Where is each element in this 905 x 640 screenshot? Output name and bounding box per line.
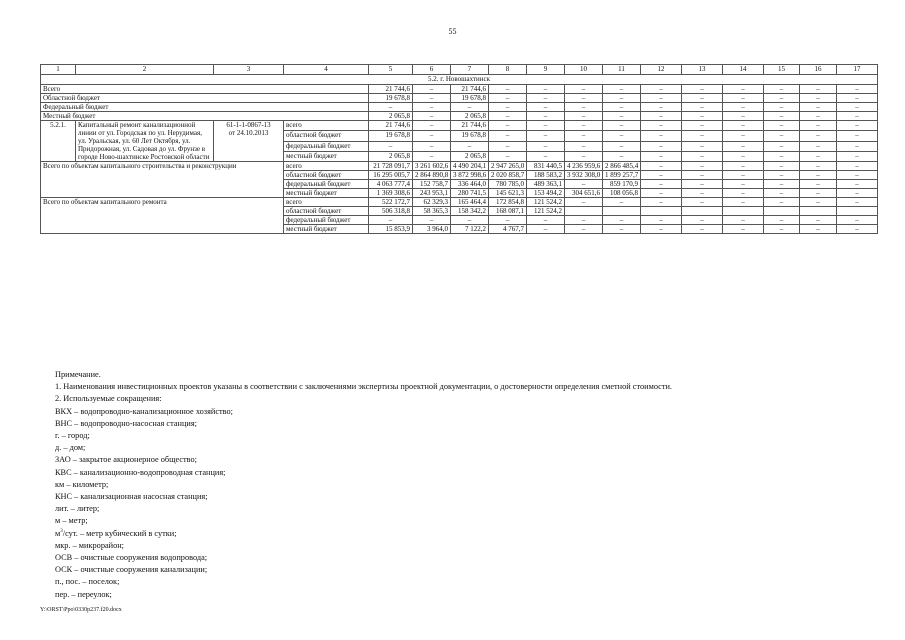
value-cell: – xyxy=(489,112,527,121)
value-cell: – xyxy=(682,141,723,151)
value-cell: 21 744,6 xyxy=(369,121,413,131)
abbreviation-item: ВНС – водопроводно-насосная станция; xyxy=(55,418,197,428)
construction-total-row xyxy=(41,162,878,171)
value-cell: – xyxy=(603,225,641,234)
value-cell: 58 365,3 xyxy=(413,207,451,216)
column-header: 4 xyxy=(284,65,369,75)
value-cell: – xyxy=(641,112,682,121)
value-cell: – xyxy=(565,85,603,94)
abbreviation-m3: $м^3$/сут. – метр кубический в сутки; xyxy=(55,528,177,538)
value-cell: 780 785,0 xyxy=(489,180,527,189)
value-cell: – xyxy=(527,216,565,225)
value-cell: 168 087,1 xyxy=(489,207,527,216)
value-cell: – xyxy=(565,225,603,234)
value-cell xyxy=(565,207,603,216)
column-number-row xyxy=(41,65,878,75)
abbreviation-item: ОСВ – очистные сооружения водопровода; xyxy=(55,553,208,563)
value-cell: – xyxy=(800,121,837,131)
value-cell: 21 744,6 xyxy=(451,85,489,94)
value-cell: – xyxy=(682,121,723,131)
value-cell: – xyxy=(641,151,682,161)
budget-type: областной бюджет xyxy=(284,131,369,141)
repair-total-row xyxy=(41,198,878,207)
value-cell: – xyxy=(764,112,800,121)
abbreviation-item: КНС – канализационная насосная станция; xyxy=(55,492,208,502)
value-cell: – xyxy=(764,180,800,189)
value-cell: – xyxy=(527,131,565,141)
value-cell: – xyxy=(603,198,641,207)
value-cell: – xyxy=(641,225,682,234)
value-cell: – xyxy=(603,85,641,94)
column-header: 10 xyxy=(565,65,603,75)
value-cell: – xyxy=(641,85,682,94)
section-title-row xyxy=(41,75,878,85)
value-cell: – xyxy=(527,85,565,94)
value-cell: – xyxy=(764,131,800,141)
abbreviation-item: мкр. – микрорайон; xyxy=(55,540,124,550)
section-title: 5.2. г. Новошахтинск xyxy=(41,75,878,85)
summary-label: Областной бюджет xyxy=(41,94,369,103)
value-cell: – xyxy=(527,112,565,121)
value-cell: – xyxy=(837,151,878,161)
abbreviation-item: км – километр; xyxy=(55,479,109,489)
value-cell: – xyxy=(800,94,837,103)
abbreviation-item: ЗАО – закрытое акционерное общество; xyxy=(55,455,197,465)
value-cell: – xyxy=(413,141,451,151)
value-cell: – xyxy=(413,103,451,112)
value-cell: – xyxy=(489,85,527,94)
value-cell: 243 953,1 xyxy=(413,189,451,198)
abbreviation-item: д. – дом; xyxy=(55,443,86,453)
budget-table xyxy=(40,64,878,234)
value-cell: – xyxy=(489,121,527,131)
abbreviation-item: пер. – переулок; xyxy=(55,589,112,599)
value-cell: 145 621,3 xyxy=(489,189,527,198)
value-cell: 506 318,8 xyxy=(369,207,413,216)
value-cell: – xyxy=(682,85,723,94)
value-cell: – xyxy=(565,131,603,141)
value-cell: – xyxy=(413,94,451,103)
value-cell: – xyxy=(489,103,527,112)
value-cell: – xyxy=(603,94,641,103)
value-cell: 1 899 257,7 xyxy=(603,171,641,180)
column-header: 9 xyxy=(527,65,565,75)
value-cell: – xyxy=(800,131,837,141)
value-cell: 21 744,6 xyxy=(369,85,413,94)
value-cell: – xyxy=(723,216,764,225)
value-cell: – xyxy=(565,198,603,207)
value-cell: – xyxy=(800,141,837,151)
value-cell: 165 464,4 xyxy=(451,198,489,207)
value-cell: 19 678,8 xyxy=(369,94,413,103)
value-cell: – xyxy=(641,162,682,171)
value-cell: 831 440,5 xyxy=(527,162,565,171)
value-cell: 2 065,8 xyxy=(369,151,413,161)
value-cell: 21 744,6 xyxy=(451,121,489,131)
summary-label: Федеральный бюджет xyxy=(41,103,369,112)
value-cell: 19 678,8 xyxy=(451,94,489,103)
value-cell: – xyxy=(413,85,451,94)
value-cell: – xyxy=(682,162,723,171)
value-cell: – xyxy=(489,141,527,151)
value-cell: – xyxy=(451,216,489,225)
value-cell xyxy=(641,207,682,216)
value-cell xyxy=(764,207,800,216)
value-cell: – xyxy=(800,216,837,225)
budget-type: местный бюджет xyxy=(284,151,369,161)
value-cell: – xyxy=(603,151,641,161)
value-cell: – xyxy=(723,112,764,121)
value-cell: 19 678,8 xyxy=(451,131,489,141)
value-cell: – xyxy=(764,151,800,161)
value-cell: 21 728 091,7 xyxy=(369,162,413,171)
value-cell: – xyxy=(565,103,603,112)
value-cell: 108 056,8 xyxy=(603,189,641,198)
value-cell: – xyxy=(723,121,764,131)
notes-section xyxy=(55,369,672,601)
value-cell: – xyxy=(489,151,527,161)
column-header: 15 xyxy=(764,65,800,75)
value-cell: – xyxy=(800,85,837,94)
value-cell: – xyxy=(837,103,878,112)
column-header: 7 xyxy=(451,65,489,75)
value-cell: – xyxy=(837,112,878,121)
abbreviation-item: ВКХ – водопроводно-канализационное хозяйство; xyxy=(55,406,233,416)
value-cell: 152 758,7 xyxy=(413,180,451,189)
value-cell: – xyxy=(837,171,878,180)
value-cell: – xyxy=(565,94,603,103)
abbreviation-item: п., пос. – поселок; xyxy=(55,577,120,587)
value-cell: – xyxy=(413,121,451,131)
budget-type: федеральный бюджет xyxy=(284,141,369,151)
value-cell: – xyxy=(527,151,565,161)
value-cell: – xyxy=(800,198,837,207)
budget-type: всего xyxy=(284,162,369,171)
value-cell: – xyxy=(641,103,682,112)
value-cell: – xyxy=(565,121,603,131)
value-cell: – xyxy=(527,103,565,112)
value-cell: 15 853,9 xyxy=(369,225,413,234)
value-cell: 2 065,8 xyxy=(369,112,413,121)
value-cell: – xyxy=(723,189,764,198)
budget-type: областной бюджет xyxy=(284,171,369,180)
value-cell: – xyxy=(641,171,682,180)
notes-title: Примечание. xyxy=(55,370,101,379)
value-cell: 2 866 485,4 xyxy=(603,162,641,171)
value-cell: – xyxy=(764,216,800,225)
value-cell: – xyxy=(641,189,682,198)
value-cell: – xyxy=(723,162,764,171)
value-cell: – xyxy=(764,141,800,151)
value-cell: – xyxy=(603,103,641,112)
abbreviation-item: м – метр; xyxy=(55,516,88,526)
value-cell: – xyxy=(800,171,837,180)
column-header: 2 xyxy=(76,65,214,75)
value-cell: 489 363,1 xyxy=(527,180,565,189)
column-header: 12 xyxy=(641,65,682,75)
notes-line-1: 1. Наименования инвестиционных проектов указаны в соответствии с заключениями экспертизы проектной документации, о достоверности определения сметной стоимости. xyxy=(55,382,673,392)
column-header: 5 xyxy=(369,65,413,75)
value-cell: 3 872 998,6 xyxy=(451,171,489,180)
value-cell: 4 236 959,6 xyxy=(565,162,603,171)
value-cell: – xyxy=(800,103,837,112)
value-cell: – xyxy=(764,198,800,207)
value-cell: – xyxy=(451,103,489,112)
value-cell: – xyxy=(837,94,878,103)
abbreviation-item: лит. – литер; xyxy=(55,504,100,514)
value-cell: – xyxy=(764,121,800,131)
project-name: Капитальный ремонт канализационной линии от ул. Городская по ул. Нерудимая, ул. Уральская, ул. 60 Лет Октября, ул. Придорожная, ул. Садовая до ул. Фрунзе в городе Ново-шахтинске Ростовской области xyxy=(76,121,214,162)
value-cell: – xyxy=(565,112,603,121)
value-cell: 2 864 890,8 xyxy=(413,171,451,180)
value-cell: 336 464,0 xyxy=(451,180,489,189)
value-cell: 280 741,5 xyxy=(451,189,489,198)
value-cell: – xyxy=(682,180,723,189)
value-cell: 158 342,2 xyxy=(451,207,489,216)
value-cell: – xyxy=(641,94,682,103)
budget-type: местный бюджет xyxy=(284,189,369,198)
value-cell: – xyxy=(565,216,603,225)
value-cell: 859 170,9 xyxy=(603,180,641,189)
summary-label: Всего xyxy=(41,85,369,94)
value-cell xyxy=(837,207,878,216)
value-cell: – xyxy=(764,171,800,180)
value-cell: – xyxy=(682,198,723,207)
abbreviation-item: КВС – канализационно-водопроводная станция; xyxy=(55,467,226,477)
value-cell: – xyxy=(489,131,527,141)
value-cell: – xyxy=(800,189,837,198)
value-cell: – xyxy=(565,151,603,161)
value-cell: 2 065,8 xyxy=(451,112,489,121)
column-header: 11 xyxy=(603,65,641,75)
summary-row xyxy=(41,112,878,121)
value-cell: – xyxy=(369,103,413,112)
value-cell: 172 854,8 xyxy=(489,198,527,207)
value-cell: – xyxy=(641,141,682,151)
column-header: 1 xyxy=(41,65,76,75)
value-cell: – xyxy=(641,121,682,131)
project-row xyxy=(41,121,878,131)
value-cell: – xyxy=(413,151,451,161)
value-cell: – xyxy=(603,216,641,225)
value-cell: – xyxy=(682,103,723,112)
budget-type: всего xyxy=(284,121,369,131)
value-cell: – xyxy=(682,225,723,234)
value-cell: – xyxy=(837,121,878,131)
value-cell: – xyxy=(451,141,489,151)
value-cell: – xyxy=(723,141,764,151)
value-cell: – xyxy=(800,112,837,121)
budget-type: федеральный бюджет xyxy=(284,216,369,225)
value-cell: – xyxy=(764,85,800,94)
value-cell: – xyxy=(723,171,764,180)
value-cell: – xyxy=(837,180,878,189)
value-cell: – xyxy=(682,216,723,225)
abbreviation-item: г. – город; xyxy=(55,431,90,441)
summary-row xyxy=(41,94,878,103)
value-cell: – xyxy=(723,198,764,207)
value-cell: – xyxy=(723,85,764,94)
value-cell: 7 122,2 xyxy=(451,225,489,234)
value-cell: – xyxy=(723,225,764,234)
value-cell: 2 947 265,0 xyxy=(489,162,527,171)
value-cell: – xyxy=(369,141,413,151)
value-cell: – xyxy=(723,180,764,189)
value-cell xyxy=(603,207,641,216)
summary-row xyxy=(41,103,878,112)
value-cell: – xyxy=(565,180,603,189)
page-number: 55 xyxy=(448,27,457,36)
budget-type: местный бюджет xyxy=(284,225,369,234)
value-cell: – xyxy=(603,141,641,151)
value-cell: – xyxy=(723,94,764,103)
value-cell: – xyxy=(565,141,603,151)
value-cell: – xyxy=(682,171,723,180)
value-cell: – xyxy=(837,162,878,171)
value-cell xyxy=(682,207,723,216)
value-cell: – xyxy=(603,131,641,141)
budget-type: всего xyxy=(284,198,369,207)
value-cell: 3 964,0 xyxy=(413,225,451,234)
value-cell: – xyxy=(764,103,800,112)
value-cell: – xyxy=(527,141,565,151)
column-header: 17 xyxy=(837,65,878,75)
value-cell: – xyxy=(641,198,682,207)
value-cell: – xyxy=(837,189,878,198)
value-cell: – xyxy=(764,94,800,103)
column-header: 6 xyxy=(413,65,451,75)
value-cell: – xyxy=(837,85,878,94)
column-header: 13 xyxy=(682,65,723,75)
value-cell: – xyxy=(800,225,837,234)
summary-row xyxy=(41,85,878,94)
file-path-footer: Y:\ORST\Ppo\0330p237.f20.docx xyxy=(40,607,122,613)
value-cell: 153 494,2 xyxy=(527,189,565,198)
value-cell: 62 329,3 xyxy=(413,198,451,207)
value-cell xyxy=(800,207,837,216)
value-cell: 522 172,7 xyxy=(369,198,413,207)
value-cell: – xyxy=(369,216,413,225)
value-cell: – xyxy=(527,121,565,131)
value-cell: – xyxy=(641,180,682,189)
value-cell: – xyxy=(641,216,682,225)
value-cell: – xyxy=(764,189,800,198)
value-cell: – xyxy=(764,162,800,171)
value-cell: – xyxy=(603,112,641,121)
value-cell: 304 651,6 xyxy=(565,189,603,198)
value-cell: – xyxy=(723,131,764,141)
value-cell: – xyxy=(800,162,837,171)
value-cell: 2 065,8 xyxy=(451,151,489,161)
value-cell: – xyxy=(489,94,527,103)
value-cell: – xyxy=(800,180,837,189)
value-cell: – xyxy=(641,131,682,141)
value-cell: 188 583,2 xyxy=(527,171,565,180)
budget-type: федеральный бюджет xyxy=(284,180,369,189)
value-cell: 1 369 308,6 xyxy=(369,189,413,198)
column-header: 14 xyxy=(723,65,764,75)
value-cell: – xyxy=(682,131,723,141)
column-header: 16 xyxy=(800,65,837,75)
value-cell: – xyxy=(682,151,723,161)
value-cell: – xyxy=(800,151,837,161)
value-cell: 121 524,2 xyxy=(527,207,565,216)
expertise-code: 61-1-1-0867-13 xyxy=(226,121,271,129)
notes-line-2: 2. Используемые сокращения: xyxy=(55,394,162,404)
budget-type: областной бюджет xyxy=(284,207,369,216)
expertise-date: от 24.10.2013 xyxy=(228,129,269,137)
value-cell: 4 063 777,4 xyxy=(369,180,413,189)
value-cell: 121 524,2 xyxy=(527,198,565,207)
value-cell: – xyxy=(603,121,641,131)
value-cell: – xyxy=(527,225,565,234)
value-cell: – xyxy=(837,225,878,234)
value-cell: – xyxy=(723,103,764,112)
value-cell: 2 020 858,7 xyxy=(489,171,527,180)
column-header: 3 xyxy=(214,65,284,75)
value-cell: – xyxy=(413,131,451,141)
value-cell: – xyxy=(413,112,451,121)
value-cell: – xyxy=(837,131,878,141)
value-cell: – xyxy=(682,112,723,121)
value-cell: 19 678,8 xyxy=(369,131,413,141)
project-expertise xyxy=(214,121,284,162)
value-cell: 4 490 204,1 xyxy=(451,162,489,171)
value-cell: – xyxy=(837,198,878,207)
value-cell: – xyxy=(413,216,451,225)
value-cell: – xyxy=(837,216,878,225)
value-cell: 16 295 005,7 xyxy=(369,171,413,180)
value-cell: 4 767,7 xyxy=(489,225,527,234)
value-cell xyxy=(723,207,764,216)
value-cell: 3 932 308,0 xyxy=(565,171,603,180)
construction-total-label: Всего по объектам капитального строительства и реконструкции xyxy=(41,162,284,198)
repair-total-label: Всего по объектам капитального ремонта xyxy=(41,198,284,234)
value-cell: – xyxy=(527,94,565,103)
value-cell: – xyxy=(723,151,764,161)
summary-label: Местный бюджет xyxy=(41,112,369,121)
value-cell: – xyxy=(489,216,527,225)
value-cell: 3 261 602,6 xyxy=(413,162,451,171)
value-cell: – xyxy=(764,225,800,234)
column-header: 8 xyxy=(489,65,527,75)
project-number: 5.2.1. xyxy=(41,121,76,162)
value-cell: – xyxy=(682,189,723,198)
value-cell: – xyxy=(837,141,878,151)
value-cell: – xyxy=(682,94,723,103)
abbreviation-item: ОСК – очистные сооружения канализации; xyxy=(55,565,208,575)
